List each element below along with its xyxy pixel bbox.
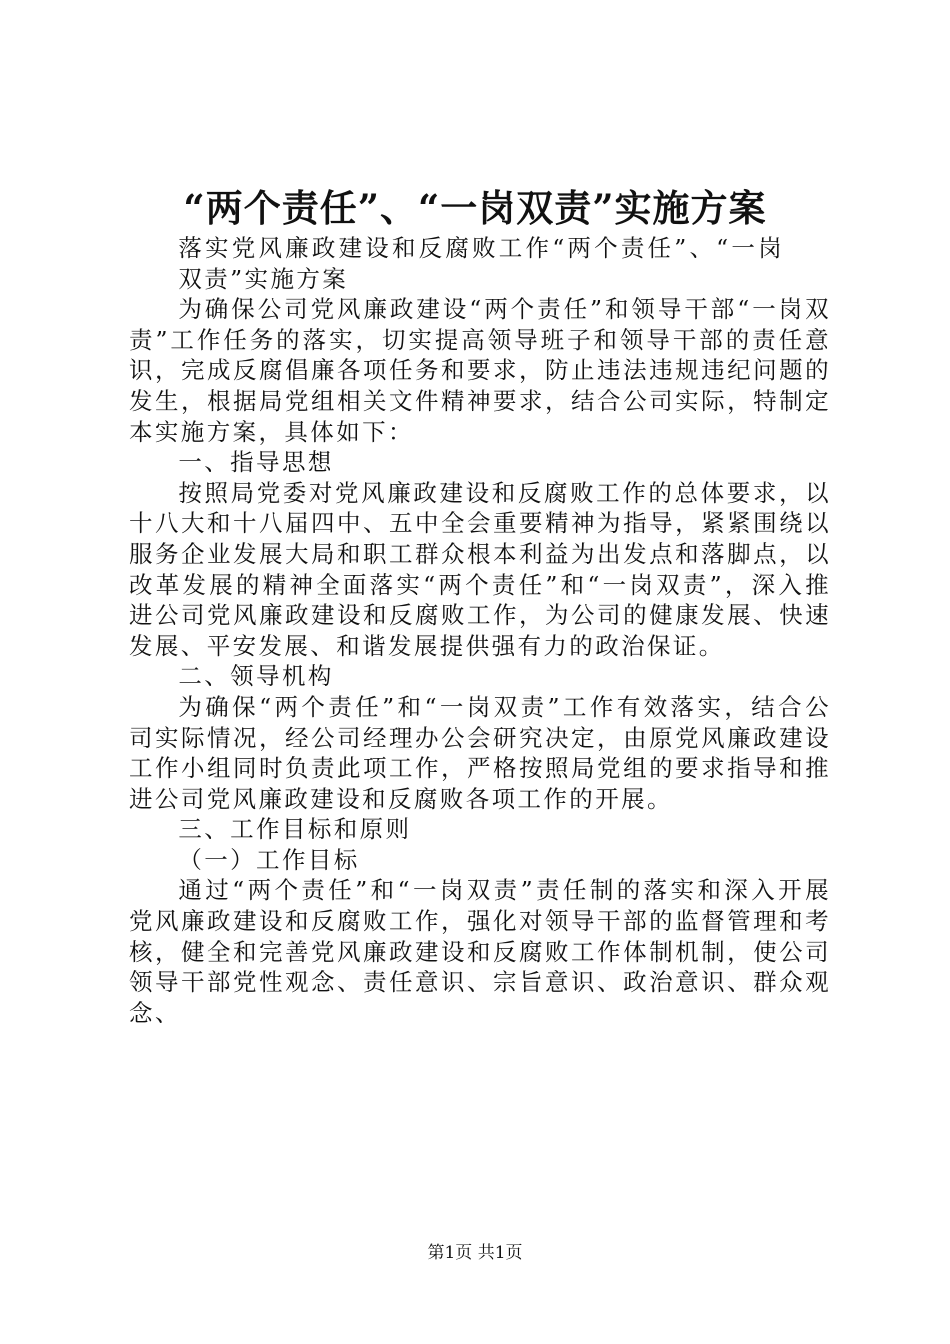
section-heading-goals-principles: 三、工作目标和原则 xyxy=(178,815,412,844)
section-heading-leadership: 二、领导机构 xyxy=(178,662,334,691)
leadership-paragraph: 为确保“两个责任”和“一岗双责”工作有效落实，结合公司实际情况，经公司经理办公会研究决定，由原党风廉政建设工作小组同时负责此项工作，严格按照局党组的要求指导和推进公司党风廉政建设和反腐败各项工作的开展。 xyxy=(129,692,831,813)
subsection-heading-goals: （一）工作目标 xyxy=(178,845,360,874)
page-footer: 第1页 共1页 xyxy=(427,1243,523,1263)
document-title: “两个责任”、“一岗双责”实施方案 xyxy=(183,186,767,230)
document-body xyxy=(129,233,831,1028)
guiding-thought-paragraph: 按照局党委对党风廉政建设和反腐败工作的总体要求，以十八大和十八届四中、五中全会重要精神为指导，紧紧围绕以服务企业发展大局和职工群众根本利益为出发点和落脚点，以改革发展的精神全面落实“两个责任”和“一岗双责”，深入推进公司党风廉政建设和反腐败工作，为公司的健康发展、快速发展、平安发展、和谐发展提供强有力的政治保证。 xyxy=(129,478,831,660)
goals-paragraph: 通过“两个责任”和“一岗双责”责任制的落实和深入开展党风廉政建设和反腐败工作，强化对领导干部的监督管理和考核，健全和完善党风廉政建设和反腐败工作体制机制，使公司领导干部党性观念、责任意识、宗旨意识、政治意识、群众观念、 xyxy=(129,876,831,1027)
section-heading-guiding-thought: 一、指导思想 xyxy=(178,448,334,477)
document-subtitle: 落实党风廉政建设和反腐败工作“两个责任”、“一岗双责”实施方案 xyxy=(178,234,784,293)
intro-paragraph: 为确保公司党风廉政建设“两个责任”和领导干部“一岗双责”工作任务的落实，切实提高领导班子和领导干部的责任意识，完成反腐倡廉各项任务和要求，防止违法违规违纪问题的发生，根据局党组相关文件精神要求，结合公司实际，特制定本实施方案，具体如下： xyxy=(129,295,831,446)
